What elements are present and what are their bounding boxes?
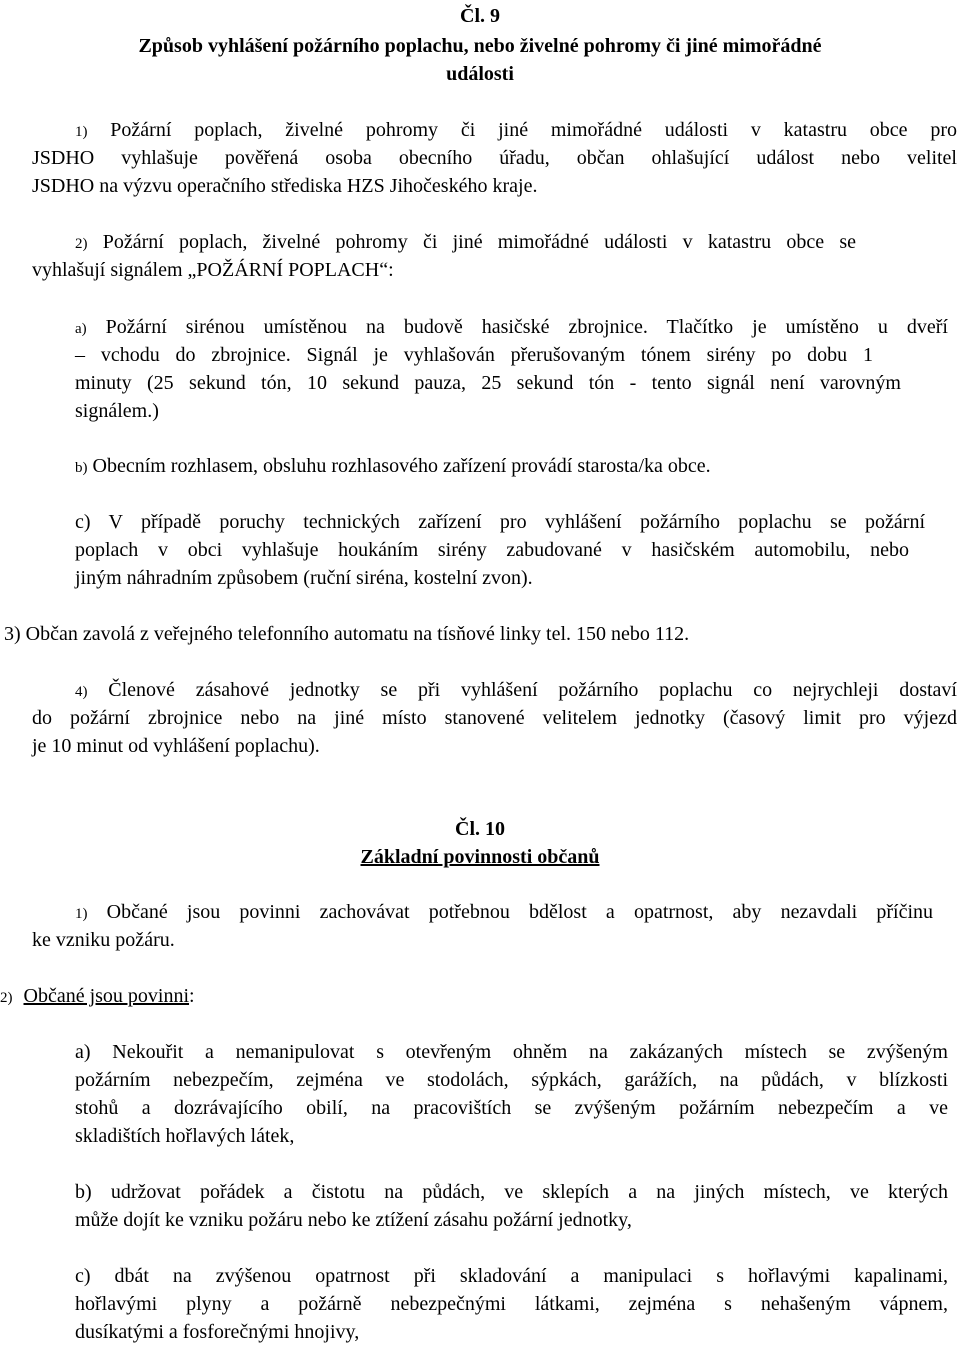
paragraph-number: 1): [75, 124, 88, 140]
article-9-heading: Čl. 9: [460, 5, 500, 27]
item-line: c) V případě poruchy technických zařízení pro vyhlášení požárního poplachu se požární: [75, 511, 925, 533]
item-line: – vchodu do zbrojnice. Signál je vyhlašován přerušovaným tónem sirény po dobu 1: [75, 344, 873, 366]
item-line: stohů a dozrávajícího obilí, na pracovištích se zvýšeným požárním nebezpečím a ve: [75, 1097, 948, 1119]
item-line: dusíkatými a fosforečnými hnojivy,: [75, 1321, 360, 1343]
paragraph-line: JSDHO na výzvu operačního střediska HZS Jihočeského kraje.: [32, 175, 538, 197]
paragraph-colon: :: [189, 985, 195, 1007]
article-10-title: Základní povinnosti občanů: [360, 846, 600, 868]
item-line: minuty (25 sekund tón, 10 sekund pauza, 25 sekund tón - tento signál není varovným: [75, 372, 901, 394]
paragraph-label: Občané jsou povinni: [23, 985, 190, 1007]
paragraph-number: 4): [75, 684, 88, 700]
paragraph-text: Členové zásahové jednotky se při vyhlášení požárního poplachu co nejrychleji dostaví: [108, 679, 957, 701]
item-line: poplach v obci vyhlašuje houkáním sirény zabudované v hasičském automobilu, nebo: [75, 539, 909, 561]
article-10-heading: Čl. 10: [455, 818, 505, 840]
item-letter: a): [75, 321, 87, 337]
article-9-title-line-1: Způsob vyhlášení požárního poplachu, nebo živelné pohromy či jiné mimořádné: [138, 35, 822, 57]
paragraph-line: ke vzniku požáru.: [32, 929, 175, 951]
paragraph-line: vyhlašují signálem „POŽÁRNÍ POPLACH“:: [32, 259, 394, 281]
paragraph-number: 2): [75, 236, 88, 252]
paragraph-line: [32, 228, 856, 258]
item-line: c) dbát na zvýšenou opatrnost při skladování a manipulaci s hořlavými kapalinami,: [75, 1265, 948, 1287]
paragraph-line: [32, 898, 933, 928]
item-line: požárním nebezpečím, zejména ve stodolách, sýpkách, garážích, na půdách, v blízkosti: [75, 1069, 948, 1091]
item-line: může dojít ke vzniku požáru nebo ke ztížení zásahu požární jednotky,: [75, 1209, 632, 1231]
paragraph-line: [32, 116, 957, 146]
paragraph-number: 2): [0, 990, 13, 1006]
paragraph-text: Požární poplach, živelné pohromy či jiné mimořádné události v katastru obce pro: [110, 119, 957, 141]
item-line: a) Nekouřit a nemanipulovat s otevřeným ohněm na zakázaných místech se zvýšeným: [75, 1041, 948, 1063]
paragraph-line: [32, 676, 957, 706]
item-line: b) udržovat pořádek a čistotu na půdách, ve sklepích a na jiných místech, ve kterých: [75, 1181, 948, 1203]
paragraph-text: Požární poplach, živelné pohromy či jiné mimořádné události v katastru obce se: [102, 231, 856, 253]
article-10-paragraph-2: [0, 982, 195, 1012]
paragraph-line: JSDHO vyhlašuje pověřená osoba obecního úřadu, občan ohlašující událost nebo velitel: [32, 147, 957, 169]
paragraph-line: je 10 minut od vyhlášení poplachu).: [32, 735, 320, 757]
article-9-paragraph-3: 3) Občan zavolá z veřejného telefonního automatu na tísňové linky tel. 150 nebo 112.: [4, 623, 690, 645]
item-line: signálem.): [75, 400, 159, 422]
item-line: jiným náhradním způsobem (ruční siréna, kostelní zvon).: [75, 567, 533, 589]
paragraph-line: do požární zbrojnice nebo na jiné místo stanovené velitelem jednotky (časový limit pro výjezd: [32, 707, 957, 729]
item-text: Požární sirénou umístěnou na budově hasičské zbrojnice. Tlačítko je umístěno u dveří: [105, 316, 948, 338]
item-line: [75, 313, 948, 343]
item-text: Obecním rozhlasem, obsluhu rozhlasového zařízení provádí starosta/ka obce.: [92, 455, 711, 477]
item-line: hořlavými plyny a požárně nebezpečnými látkami, zejména s nehašeným vápnem,: [75, 1293, 948, 1315]
item-line: skladištích hořlavých látek,: [75, 1125, 295, 1147]
paragraph-number: 1): [75, 906, 88, 922]
item-letter: b): [75, 460, 88, 476]
article-9-item-b: [75, 452, 711, 482]
paragraph-text: Občané jsou povinni zachovávat potřebnou bdělost a opatrnost, aby nezavdali příčinu: [106, 901, 933, 923]
article-9-title-line-2: události: [446, 63, 514, 85]
